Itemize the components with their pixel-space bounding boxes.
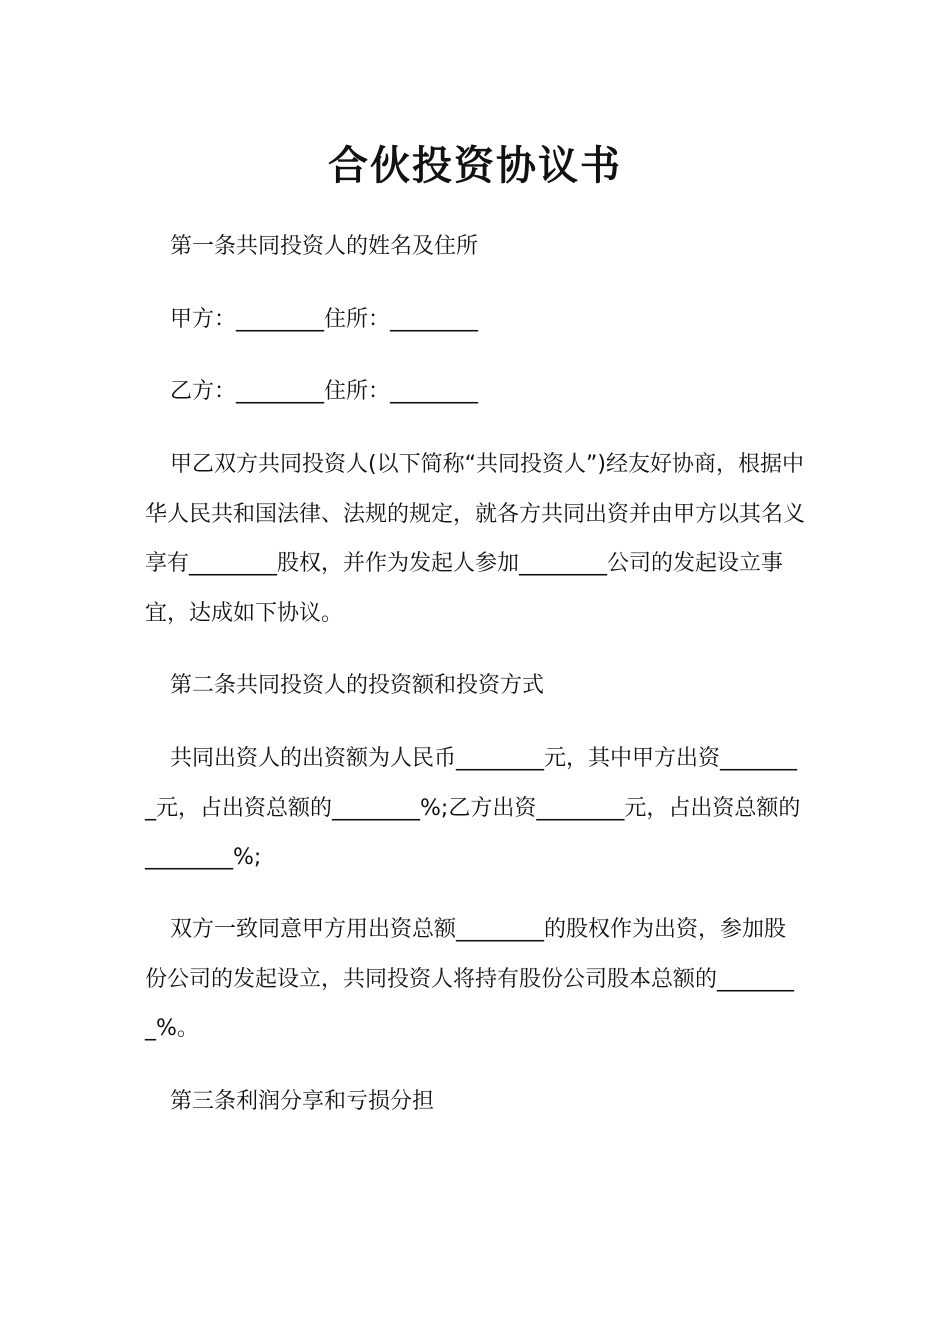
capital-paragraph: 共同出资人的出资额为人民币________元，其中甲方出资________元，占出资总额的________%;乙方出资________元，占出资总额的________%;: [145, 746, 801, 870]
article-1-heading: 第一条共同投资人的姓名及住所: [170, 234, 479, 259]
article-3-heading: 第三条利润分享和亏损分担: [170, 1089, 435, 1114]
equity-paragraph: 双方一致同意甲方用出资总额________的股权作为出资，参加股份公司的发起设立，共同投资人将持有股份公司股本总额的________%。: [145, 917, 795, 1041]
party-a-line: 甲方：________住所：________: [170, 307, 479, 332]
party-b-line: 乙方：________住所：________: [170, 379, 479, 404]
document-title: 合伙投资协议书: [328, 143, 622, 189]
intro-paragraph: 甲乙双方共同投资人(以下简称“共同投资人”)经友好协商，根据中华人民共和国法律、法规的规定，就各方共同出资并由甲方以其名义享有________股权，并作为发起人参加________公司的发起设立事宜，达成如下协议。: [145, 452, 806, 626]
article-2-heading: 第二条共同投资人的投资额和投资方式: [170, 673, 545, 698]
